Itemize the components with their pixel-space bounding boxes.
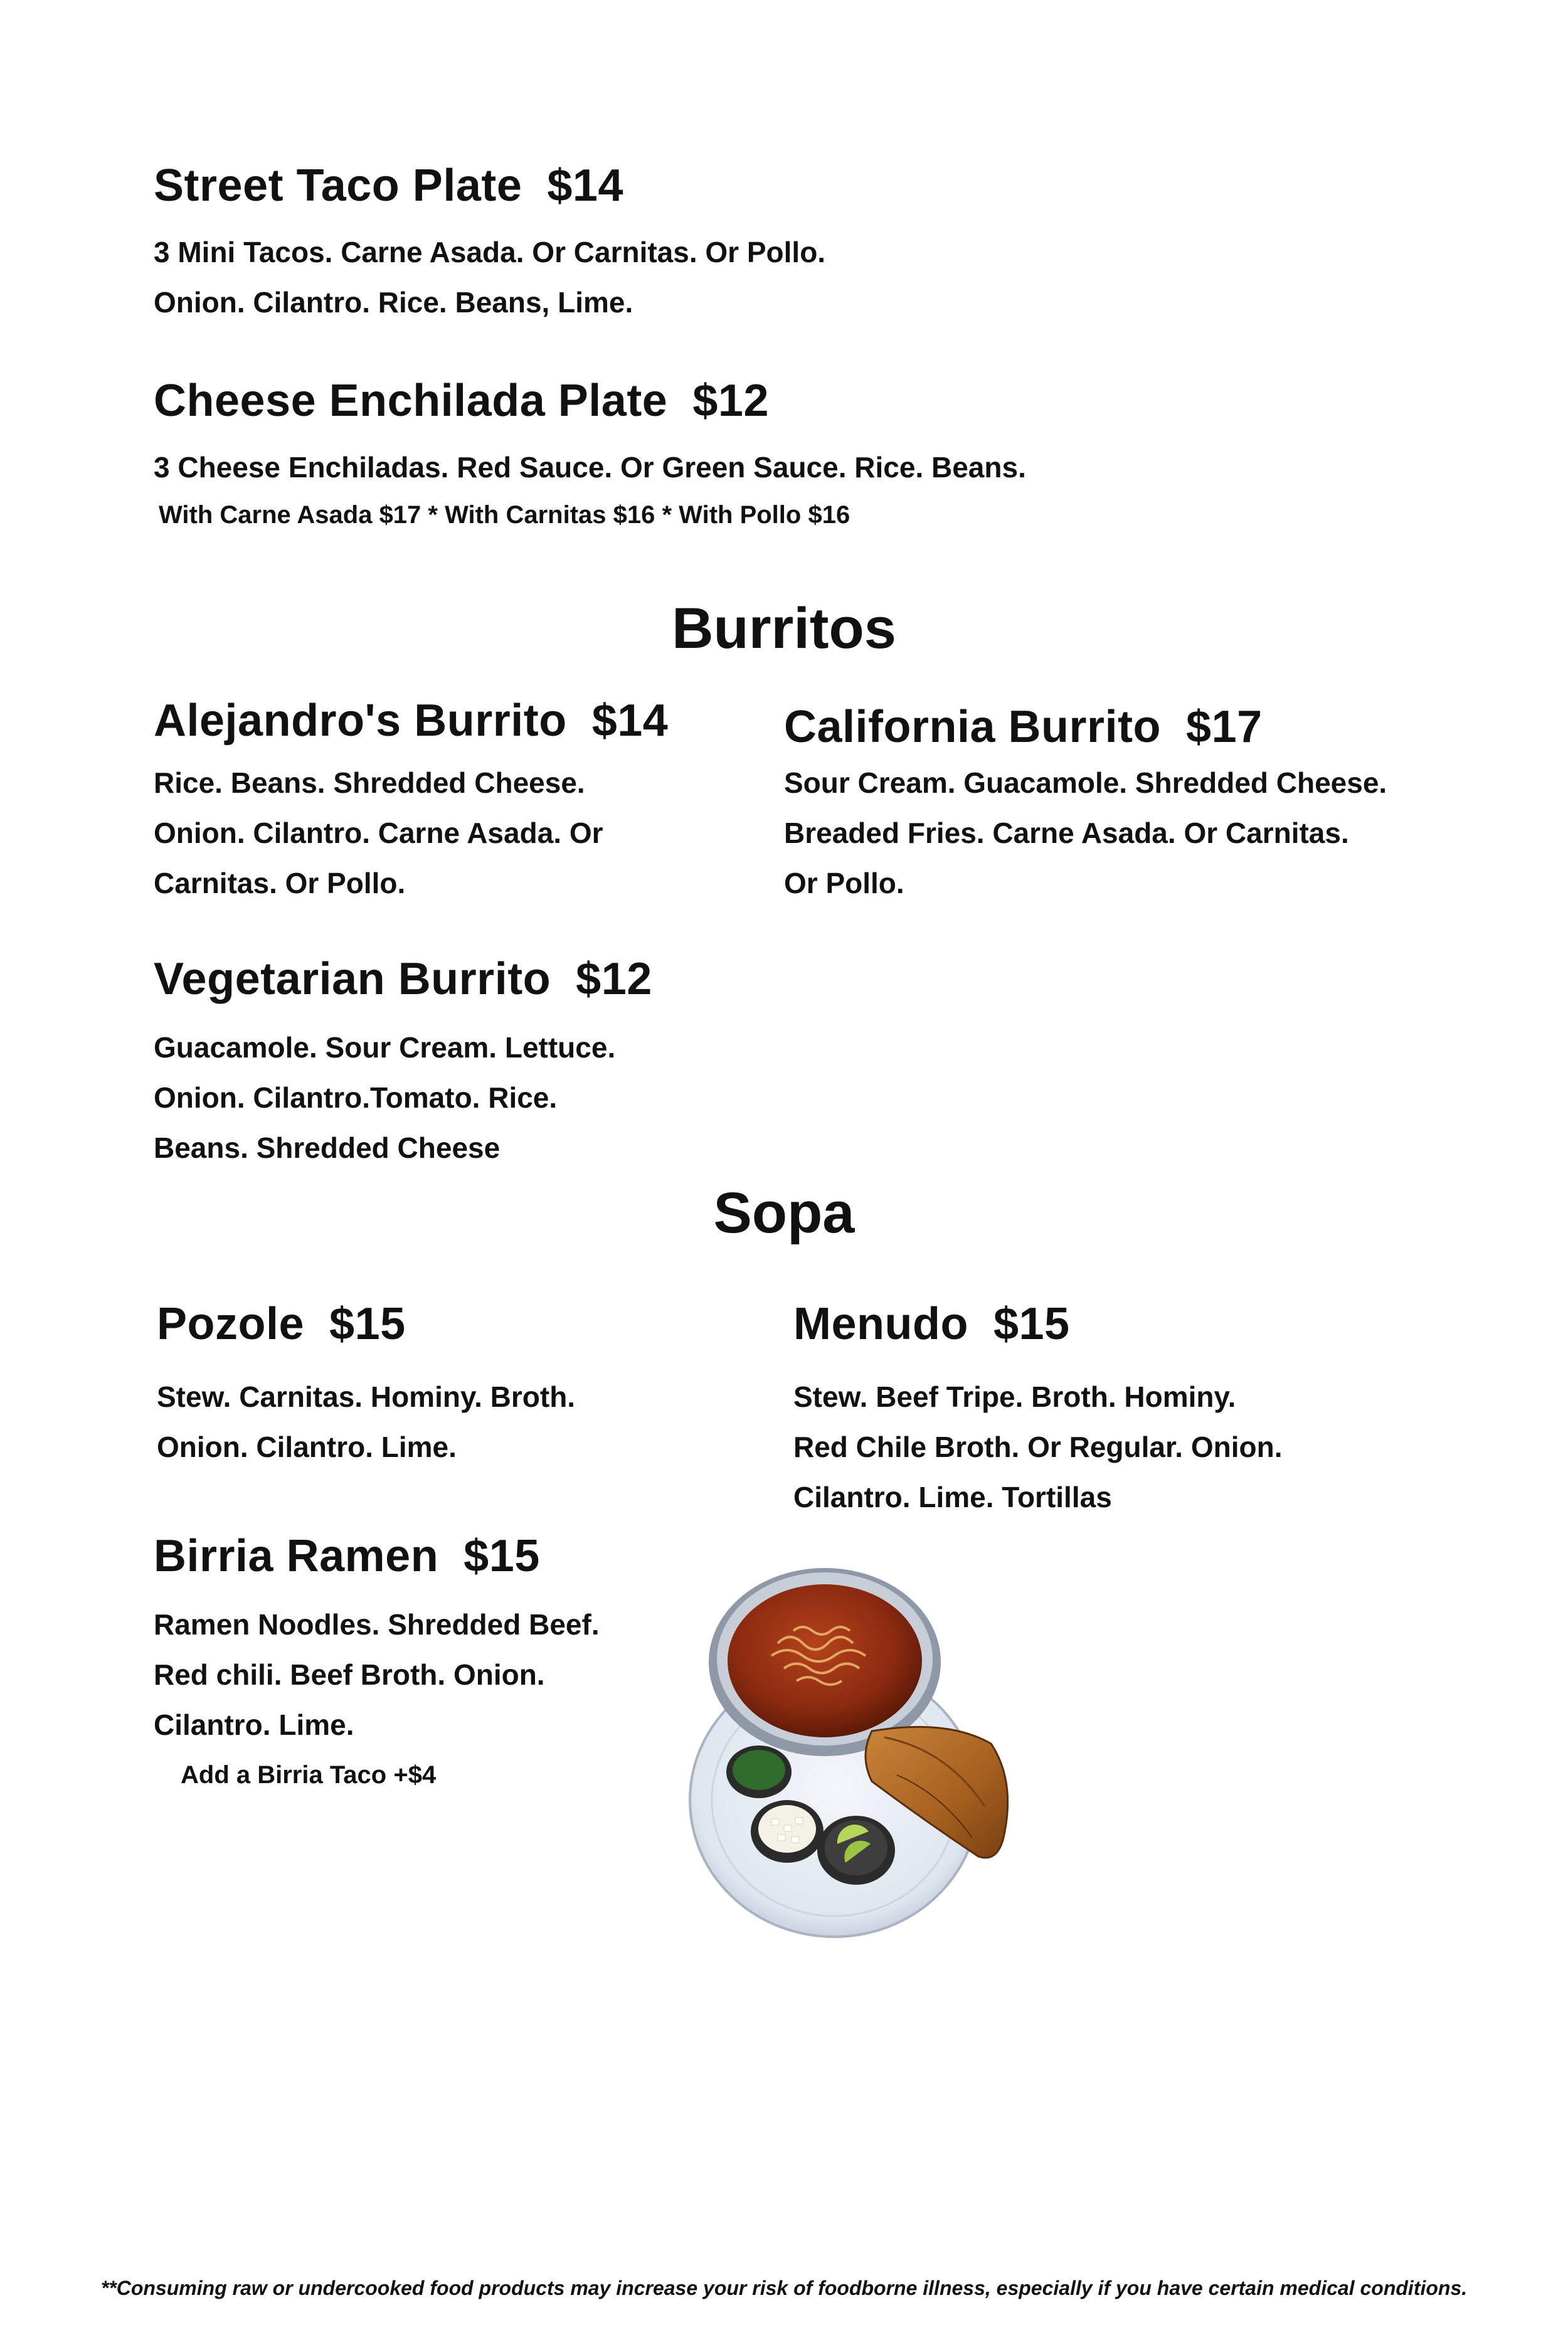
item-description-line: Stew. Carnitas. Hominy. Broth. (157, 1380, 576, 1413)
item-description-line: Cilantro. Lime. (154, 1708, 354, 1741)
menu-item-birria-ramen (154, 1530, 600, 1789)
item-name: Street Taco Plate (154, 161, 522, 211)
item-description-line: Onion. Cilantro. Lime. (157, 1431, 457, 1463)
item-description-line: Stew. Beef Tripe. Broth. Hominy. (793, 1380, 1236, 1413)
item-name: Vegetarian Burrito (154, 954, 551, 1004)
section-title-burritos: Burritos (672, 596, 896, 660)
item-name: California Burrito (784, 702, 1162, 752)
item-price: $14 (547, 161, 624, 211)
item-price: $15 (329, 1299, 406, 1349)
item-description-line: Onion. Cilantro. Carne Asada. Or (154, 817, 603, 849)
menu-item-vegetarian-burrito (154, 953, 652, 1173)
item-note: With Carne Asada $17 * With Carnitas $16 * With Pollo $16 (159, 501, 850, 529)
item-description-line: 3 Mini Tacos. Carne Asada. Or Carnitas. Or Pollo. (154, 236, 826, 268)
menu-item-menudo (793, 1298, 1283, 1522)
item-price: $12 (692, 376, 769, 426)
item-description-line: Rice. Beans. Shredded Cheese. (154, 766, 585, 799)
item-description-line: Carnitas. Or Pollo. (154, 867, 406, 899)
item-description-line: Cilantro. Lime. Tortillas (793, 1481, 1112, 1513)
item-price: $12 (576, 954, 652, 1004)
section-title-sopa: Sopa (713, 1181, 855, 1245)
disclaimer: **Consuming raw or undercooked food products may increase your risk of foodborne illness, especially if you have certain medical conditions. (100, 2277, 1468, 2299)
item-description-line: Guacamole. Sour Cream. Lettuce. (154, 1031, 616, 1064)
item-price: $15 (993, 1299, 1070, 1349)
item-description-line: Ramen Noodles. Shredded Beef. (154, 1608, 600, 1641)
item-title (154, 160, 825, 211)
birria-ramen-plate-photo (684, 1549, 1035, 1944)
item-title (784, 701, 1387, 753)
item-description-line: Red Chile Broth. Or Regular. Onion. (793, 1431, 1283, 1463)
menu-item-street-taco-plate (154, 160, 825, 327)
menu-item-pozole (157, 1298, 575, 1472)
item-name: Cheese Enchilada Plate (154, 376, 668, 426)
item-name: Birria Ramen (154, 1531, 439, 1581)
item-title (154, 1530, 600, 1582)
item-description-line: Beans. Shredded Cheese (154, 1131, 501, 1164)
item-description-line: Or Pollo. (784, 867, 904, 899)
item-description-line: Onion. Cilantro.Tomato. Rice. (154, 1081, 558, 1114)
item-name: Pozole (157, 1299, 305, 1349)
menu-item-alejandros-burrito (154, 695, 668, 908)
menu-item-california-burrito (784, 701, 1387, 908)
item-title (793, 1298, 1283, 1350)
item-description-line: Breaded Fries. Carne Asada. Or Carnitas. (784, 817, 1349, 849)
item-title (154, 375, 1026, 426)
item-title (154, 953, 652, 1005)
item-price: $17 (1186, 702, 1263, 752)
item-title (154, 695, 668, 746)
item-price: $14 (591, 696, 669, 746)
item-note: Add a Birria Taco +$4 (181, 1761, 437, 1789)
item-price: $15 (464, 1531, 540, 1581)
food-photo-icon (684, 1549, 1035, 1944)
item-name: Alejandro's Burrito (154, 696, 567, 746)
item-description-line: Sour Cream. Guacamole. Shredded Cheese. (784, 766, 1387, 799)
item-description-line: Red chili. Beef Broth. Onion. (154, 1658, 545, 1691)
item-title (157, 1298, 575, 1350)
item-description-line: 3 Cheese Enchiladas. Red Sauce. Or Green Sauce. Rice. Beans. (154, 451, 1026, 484)
item-name: Menudo (793, 1299, 968, 1349)
item-description-line: Onion. Cilantro. Rice. Beans, Lime. (154, 286, 633, 319)
menu-item-cheese-enchilada-plate (154, 375, 1026, 529)
